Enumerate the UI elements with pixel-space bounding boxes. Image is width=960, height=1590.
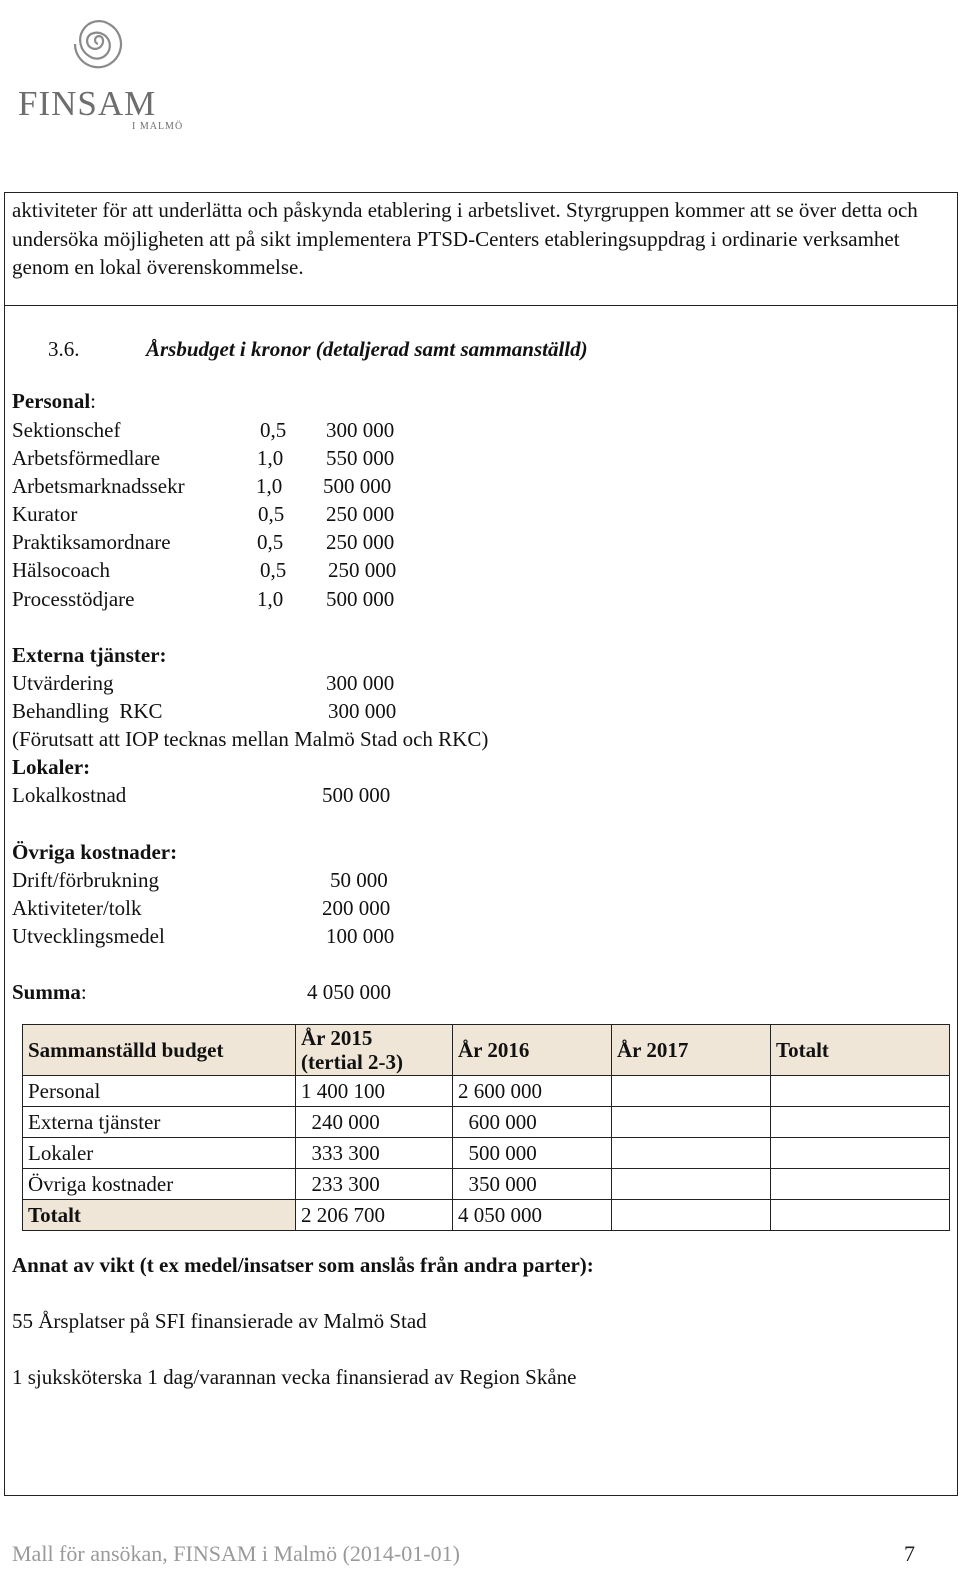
cell-category: Externa tjänster: [23, 1107, 296, 1138]
summary-budget-table: [22, 1024, 950, 1231]
cell-2015: 1 400 100: [296, 1076, 453, 1107]
cell-2017: [612, 1138, 771, 1169]
personal-fte: 0,5: [260, 418, 287, 442]
finsam-logo: [8, 0, 188, 140]
summa-label: Summa:: [12, 980, 87, 1004]
personal-role: Sektionschef: [12, 418, 121, 442]
personal-fte: 0,5: [257, 530, 284, 554]
cell-category: Lokaler: [23, 1138, 296, 1169]
table-row: [23, 1169, 950, 1200]
personal-role: Arbetsförmedlare: [12, 446, 161, 470]
cell-2015: 240 000: [296, 1107, 453, 1138]
spiral-logo-icon: [66, 2, 130, 82]
summa-amount: 4 050 000: [307, 980, 391, 1004]
table-row: [23, 1076, 950, 1107]
personal-amount: 300 000: [326, 418, 395, 442]
cell-totalt: [771, 1138, 950, 1169]
personal-fte: 0,5: [260, 558, 287, 582]
lokaler-amount: 500 000: [322, 783, 391, 807]
personal-role: Processtödjare: [12, 587, 135, 611]
annat-item: 55 Årsplatser på SFI finansierade av Malmö Stad: [12, 1309, 427, 1333]
externa-heading: Externa tjänster:: [12, 643, 167, 667]
table-total-row: [23, 1200, 950, 1231]
externa-amount: 300 000: [326, 671, 395, 695]
page-number: 7: [904, 1541, 915, 1566]
cell-totalt: [771, 1107, 950, 1138]
cell-2015: 333 300: [296, 1138, 453, 1169]
cell-2016: 600 000: [453, 1107, 612, 1138]
personal-role: Praktiksamordnare: [12, 530, 171, 554]
personal-fte: 1,0: [256, 474, 283, 498]
cell-2017: [612, 1169, 771, 1200]
cell-totalt: [771, 1076, 950, 1107]
header-sammanstalld: Sammanställd budget: [23, 1025, 296, 1076]
personal-amount: 250 000: [326, 530, 395, 554]
personal-role: Arbetsmarknadssekr: [12, 474, 185, 498]
section-title: Årsbudget i kronor (detaljerad samt sammanställd): [146, 337, 588, 361]
personal-fte: 1,0: [257, 446, 284, 470]
cell-totalt: [771, 1200, 950, 1231]
cell-2016: 4 050 000: [453, 1200, 612, 1231]
table-row: [23, 1138, 950, 1169]
section-number: 3.6.: [48, 337, 80, 361]
cell-2017: [612, 1200, 771, 1231]
personal-role: Kurator: [12, 502, 78, 526]
ovriga-amount: 200 000: [322, 896, 391, 920]
personal-amount: 250 000: [326, 502, 395, 526]
externa-item: Utvärdering: [12, 671, 114, 695]
table-header-row: [23, 1025, 950, 1076]
personal-amount: 500 000: [326, 587, 395, 611]
cell-category: Personal: [23, 1076, 296, 1107]
cell-2015: 233 300: [296, 1169, 453, 1200]
lokaler-item: Lokalkostnad: [12, 783, 127, 807]
externa-note: (Förutsatt att IOP tecknas mellan Malmö Stad och RKC): [12, 727, 489, 751]
lokaler-heading: Lokaler:: [12, 755, 91, 779]
personal-amount: 250 000: [328, 558, 397, 582]
ovriga-amount: 100 000: [326, 924, 395, 948]
annat-item: 1 sjuksköterska 1 dag/varannan vecka finansierad av Region Skåne: [12, 1365, 577, 1389]
cell-2016: 500 000: [453, 1138, 612, 1169]
ovriga-item: Drift/förbrukning: [12, 868, 159, 892]
header-ar-2015: År 2015 (tertial 2-3): [296, 1025, 453, 1076]
intro-paragraph: aktiviteter för att underlätta och påskynda etablering i arbetslivet. Styrgruppen kommer att se över detta och undersöka möjligheten att på sikt implementera PTSD-Centers etableringsuppdrag i ordinarie verksamhet genom en lokal överenskommelse.: [12, 198, 918, 279]
personal-amount: 550 000: [326, 446, 395, 470]
cell-category: Totalt: [23, 1200, 296, 1231]
cell-2016: 350 000: [453, 1169, 612, 1200]
ovriga-amount: 50 000: [330, 868, 388, 892]
cell-2015: 2 206 700: [296, 1200, 453, 1231]
logo-wordmark: FINSAM: [18, 84, 157, 123]
cell-category: Övriga kostnader: [23, 1169, 296, 1200]
personal-fte: 1,0: [257, 587, 284, 611]
annat-heading: Annat av vikt (t ex medel/insatser som anslås från andra parter):: [12, 1253, 594, 1277]
header-totalt: Totalt: [771, 1025, 950, 1076]
cell-totalt: [771, 1169, 950, 1200]
personal-amount: 500 000: [323, 474, 392, 498]
externa-amount: 300 000: [328, 699, 397, 723]
externa-item: Behandling RKC: [12, 699, 163, 723]
ovriga-item: Aktiviteter/tolk: [12, 896, 142, 920]
cell-2017: [612, 1107, 771, 1138]
footer-text: Mall för ansökan, FINSAM i Malmö (2014-01-01): [12, 1541, 460, 1566]
personal-fte: 0,5: [258, 502, 285, 526]
table-row: [23, 1107, 950, 1138]
cell-2017: [612, 1076, 771, 1107]
cell-2016: 2 600 000: [453, 1076, 612, 1107]
ovriga-heading: Övriga kostnader:: [12, 840, 178, 864]
logo-subtitle: I MALMÖ: [132, 121, 184, 132]
header-ar-2017: År 2017: [612, 1025, 771, 1076]
header-ar-2016: År 2016: [453, 1025, 612, 1076]
personal-role: Hälsocoach: [12, 558, 110, 582]
ovriga-item: Utvecklingsmedel: [12, 924, 165, 948]
personal-heading: Personal:: [12, 389, 96, 413]
